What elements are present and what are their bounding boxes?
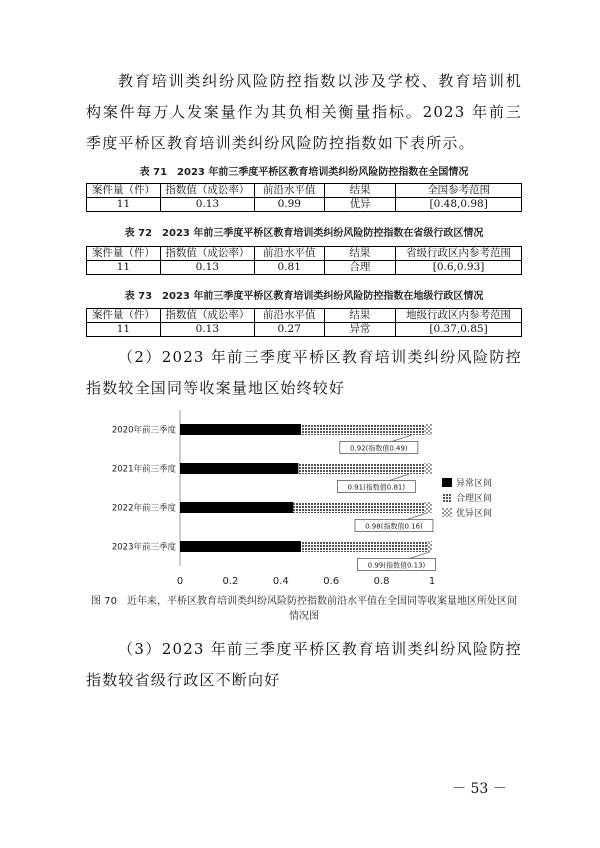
header-cell: 前沿水平值 (254, 309, 324, 323)
annotation-label: 0.98(指数值0.16) (365, 522, 423, 531)
table-header-row (87, 184, 522, 198)
bar-segment (301, 424, 424, 435)
table-73-caption: 表 73 2023 年前三季度平桥区教育培训类纠纷风险防控指数在地级行政区情况 (124, 291, 484, 302)
bar-segment (293, 502, 424, 513)
interval-chart-svg (86, 404, 522, 594)
intro-paragraph: 教育培训类纠纷风险防控指数以涉及学校、教育培训机构案件每万人发案量作为其负相关衡量指标。2023 年前三季度平桥区教育培训类纠纷风险防控指数如下表所示。 (86, 72, 522, 152)
bar-segment (180, 424, 301, 435)
category-label: 2020年前三季度 (111, 425, 176, 436)
x-tick-label: 0.6 (323, 576, 340, 587)
table-cell: 11 (87, 323, 161, 337)
table-cell: [0.6,0.93] (396, 261, 522, 275)
table-73 (86, 308, 522, 337)
table-cell: 0.27 (254, 323, 324, 337)
category-label: 2021年前三季度 (111, 464, 176, 475)
table-header-row (87, 247, 522, 261)
bar-segment (301, 541, 427, 552)
table-cell: 0.81 (254, 261, 324, 275)
table-cell: 0.99 (254, 198, 324, 212)
table-header-row (87, 309, 522, 323)
header-cell: 结果 (324, 184, 396, 198)
annotation-leader (409, 552, 429, 559)
bar-segment (180, 463, 298, 474)
annotation-label: 0.92(指数值0.49) (350, 444, 408, 453)
header-cell: 指数值（成讼率） (160, 184, 254, 198)
legend-label: 优异区间 (456, 509, 493, 519)
x-tick-label: 0.8 (373, 576, 390, 587)
page-number: － 53 － (452, 781, 507, 797)
table-row (87, 198, 522, 212)
header-cell: 案件量（件） (87, 184, 161, 198)
legend-swatch (442, 493, 452, 502)
header-cell: 地级行政区内参考范围 (396, 309, 522, 323)
interval-chart (86, 404, 522, 594)
section-heading-3: （3）2023 年前三季度平桥区教育培训类纠纷风险防控指数较省级行政区不断向好 (86, 640, 522, 689)
table-cell: 0.13 (160, 261, 254, 275)
header-cell: 指数值（成讼率） (160, 247, 254, 261)
bar-segment (180, 502, 293, 513)
category-label: 2023年前三季度 (111, 542, 176, 553)
header-cell: 指数值（成讼率） (160, 309, 254, 323)
table-cell: 0.13 (160, 198, 254, 212)
table-cell: 11 (87, 261, 161, 275)
header-cell: 案件量（件） (87, 247, 161, 261)
table-72 (86, 246, 522, 275)
bar-segment (298, 463, 424, 474)
table-cell: 合理 (324, 261, 396, 275)
header-cell: 结果 (324, 247, 396, 261)
legend-label: 异常区间 (456, 479, 493, 489)
section-heading-2: （2）2023 年前三季度平桥区教育培训类纠纷风险防控指数较全国同等收案量地区始终较好 (86, 348, 522, 397)
annotation-label: 0.99(指数值0.13) (367, 561, 426, 570)
header-cell: 前沿水平值 (254, 247, 324, 261)
table-cell: [0.37,0.85] (396, 323, 522, 337)
bar-segment (424, 502, 432, 513)
annotation-leader (392, 435, 412, 442)
table-cell: 优异 (324, 198, 396, 212)
table-71-caption: 表 71 2023 年前三季度平桥区教育培训类纠纷风险防控指数在全国情况 (139, 167, 469, 178)
category-label: 2022年前三季度 (111, 503, 176, 514)
legend-swatch (442, 508, 452, 517)
table-72-caption: 表 72 2023 年前三季度平桥区教育培训类纠纷风险防控指数在省级行政区情况 (124, 228, 484, 239)
header-cell: 前沿水平值 (254, 184, 324, 198)
legend-swatch (442, 478, 452, 487)
header-cell: 省级行政区内参考范围 (396, 247, 522, 261)
annotation-leader (407, 513, 427, 520)
bar-segment (424, 463, 432, 474)
annotation-leader (389, 474, 409, 481)
table-row (87, 323, 522, 337)
header-cell: 全国参考范围 (396, 184, 522, 198)
table-cell: 异常 (324, 323, 396, 337)
bar-segment (180, 541, 301, 552)
x-tick-label: 0 (176, 576, 184, 587)
table-row (87, 261, 522, 275)
table-71 (86, 183, 522, 212)
x-tick-label: 1 (428, 576, 436, 587)
x-tick-label: 0.2 (222, 576, 239, 587)
table-cell: 0.13 (160, 323, 254, 337)
x-tick-label: 0.4 (272, 576, 289, 587)
header-cell: 结果 (324, 309, 396, 323)
table-cell: [0.48,0.98] (396, 198, 522, 212)
legend-label: 合理区间 (456, 494, 493, 504)
table-cell: 11 (87, 198, 161, 212)
figure-caption: 图 70 近年来，平桥区教育培训类纠纷风险防控指数前沿水平值在全国同等收案量地区所处区间情况图 (91, 596, 517, 622)
bar-segment (427, 541, 432, 552)
annotation-label: 0.91(指数值0.81) (347, 483, 406, 492)
bar-segment (424, 424, 432, 435)
header-cell: 案件量（件） (87, 309, 161, 323)
